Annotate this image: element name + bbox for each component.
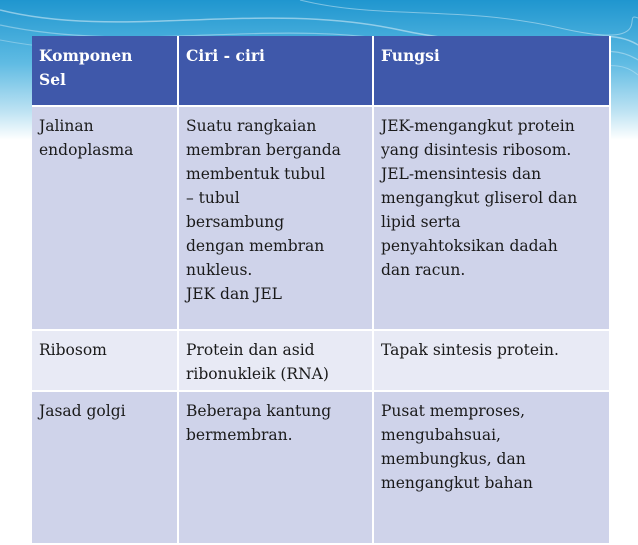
header-komponen-sel — [32, 36, 178, 106]
header-ciri-ciri — [178, 36, 373, 106]
table-row — [32, 330, 610, 391]
cell-komponen — [32, 330, 178, 391]
cell-fungsi — [373, 106, 610, 330]
cell-fungsi — [373, 391, 610, 544]
fungsi-text: Tapak sintesis protein. — [381, 341, 559, 359]
cell-komponen — [32, 106, 178, 330]
table-header-row — [32, 36, 610, 106]
fungsi-text: Pusat memproses, mengubahsuai, membungkus, dan mengangkut bahan — [381, 402, 533, 492]
fungsi-text: JEK-mengangkut protein yang disintesis ribosom. JEL-mensintesis dan mengangkut gliserol dan lipid serta penyahtoksikan dadah dan racun. — [381, 117, 578, 279]
header-komponen-label: Komponen Sel — [39, 46, 133, 89]
cell-ciri — [178, 106, 373, 330]
cell-components-table — [32, 36, 611, 545]
komponen-text: Ribosom — [39, 341, 107, 359]
table-row — [32, 391, 610, 544]
header-ciri-label: Ciri - ciri — [186, 46, 265, 65]
cell-komponen — [32, 391, 178, 544]
cell-ciri — [178, 391, 373, 544]
komponen-text: Jalinan endoplasma — [39, 117, 134, 159]
table-row — [32, 106, 610, 330]
komponen-text: Jasad golgi — [39, 402, 126, 420]
ciri-text: Beberapa kantung bermembran. — [186, 402, 332, 444]
ciri-text: Suatu rangkaian membran berganda membentuk tubul – tubul bersambung dengan membran nukleus. JEK dan JEL — [186, 117, 341, 303]
cell-fungsi — [373, 330, 610, 391]
ciri-text: Protein dan asid ribonukleik (RNA) — [186, 341, 329, 383]
header-fungsi-label: Fungsi — [381, 46, 440, 65]
header-fungsi — [373, 36, 610, 106]
cell-ciri — [178, 330, 373, 391]
